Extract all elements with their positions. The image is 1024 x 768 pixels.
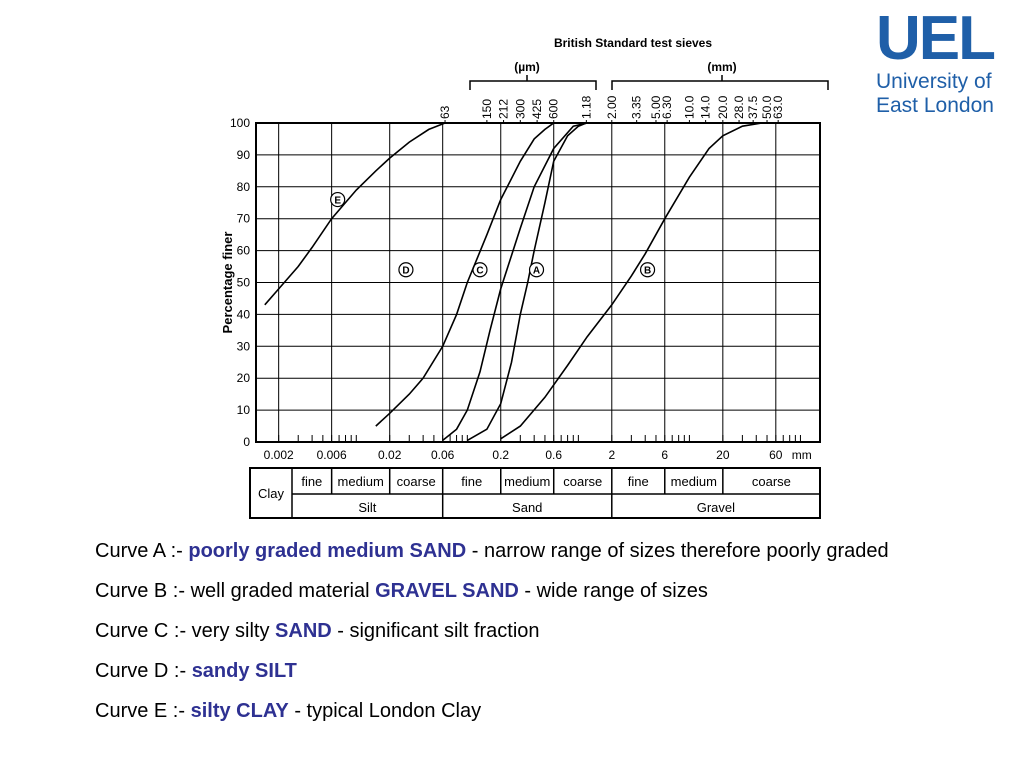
class-sub-coarse: coarse [396, 474, 436, 489]
curve-label-b: B [643, 265, 652, 277]
caption-d [95, 657, 995, 685]
y-tick-label: 90 [236, 147, 250, 162]
x-tick-label: 0.2 [492, 448, 510, 462]
curve-label-c: C [476, 265, 484, 277]
y-tick-label: 40 [236, 307, 250, 322]
class-clay: Clay [257, 486, 285, 501]
class-sub-coarse: coarse [751, 474, 791, 489]
class-group-gravel: Gravel [696, 500, 736, 515]
caption-prefix: Curve B :- well graded material [95, 580, 376, 602]
x-tick-label: 6 [661, 448, 669, 462]
curve-a [467, 123, 586, 440]
curve-captions [95, 537, 995, 737]
sieve-label: 50.0 [760, 95, 775, 119]
caption-suffix: - significant silt fraction [331, 620, 540, 642]
x-tick-label: mm [791, 448, 812, 462]
sieve-title: British Standard test sieves [553, 36, 713, 50]
sieve-um-label: (µm) [514, 60, 540, 74]
logo-line-2: East London [876, 94, 994, 117]
caption-bold: SAND [275, 620, 332, 642]
sieve-label: 2.00 [604, 95, 619, 119]
caption-bold: poorly graded medium SAND [188, 540, 467, 562]
class-group-sand: Sand [512, 500, 543, 515]
sieve-label: 37.5 [746, 95, 761, 119]
caption-prefix: Curve E :- [95, 700, 191, 722]
y-tick-label: 20 [236, 371, 250, 386]
logo-line-1: University of [876, 70, 992, 93]
class-sub-fine: fine [627, 474, 649, 489]
caption-prefix: Curve D :- [95, 660, 192, 682]
sieve-um-brace [470, 75, 596, 90]
sieve-label: 425 [530, 98, 545, 119]
sieve-label: 63.0 [771, 95, 786, 119]
sieve-label: 600 [546, 98, 561, 119]
class-sub-fine: fine [301, 474, 323, 489]
x-tick-label: 0.002 [263, 448, 294, 462]
y-tick-label: 100 [229, 116, 250, 130]
x-tick-label: 0.06 [431, 448, 455, 462]
y-tick-label: 60 [236, 243, 250, 258]
sieve-label: 28.0 [732, 95, 747, 119]
caption-bold: silty CLAY [190, 700, 289, 722]
logo-mark: UEL [876, 4, 994, 73]
y-axis-label: Percentage finer [220, 231, 235, 334]
sieve-label: 14.0 [698, 95, 713, 119]
sieve-label: 1.18 [579, 95, 594, 119]
caption-bold: GRAVEL SAND [375, 580, 519, 602]
caption-bold: sandy SILT [191, 660, 297, 682]
sieve-label: 150 [479, 98, 494, 119]
caption-e [95, 697, 995, 725]
y-tick-label: 30 [236, 339, 250, 354]
curve-label-a: A [532, 265, 541, 277]
x-tick-label: 20 [716, 448, 730, 462]
sieve-label: 3.35 [629, 95, 644, 119]
y-tick-label: 0 [243, 435, 250, 449]
x-tick-label: 0.6 [545, 448, 563, 462]
caption-prefix: Curve C :- very silty [95, 620, 276, 642]
class-sub-fine: fine [461, 474, 483, 489]
curve-label-e: E [334, 195, 342, 207]
caption-prefix: Curve A :- [95, 540, 189, 562]
x-tick-label: 60 [769, 448, 783, 462]
caption-suffix: - typical London Clay [288, 700, 482, 722]
class-sub-medium: medium [670, 474, 717, 489]
sieve-label: 63 [438, 105, 453, 119]
caption-a [95, 537, 995, 565]
x-tick-label: 2 [608, 448, 616, 462]
class-sub-coarse: coarse [563, 474, 603, 489]
sieve-label: 212 [496, 98, 511, 119]
y-tick-label: 10 [236, 403, 250, 418]
sieve-label: 10.0 [682, 95, 697, 119]
y-tick-label: 80 [236, 179, 250, 194]
x-tick-label: 0.006 [316, 448, 347, 462]
sieve-mm-brace [612, 75, 828, 90]
caption-suffix: - narrow range of sizes therefore poorly graded [466, 540, 889, 562]
sieve-mm-label: (mm) [707, 60, 737, 74]
curve-label-d: D [402, 265, 410, 277]
class-group-silt: Silt [358, 500, 377, 515]
sieve-label: 6.30 [660, 95, 675, 119]
caption-b [95, 577, 995, 605]
sieve-label: 5.00 [648, 95, 663, 119]
class-sub-medium: medium [337, 474, 384, 489]
class-sub-medium: medium [504, 474, 551, 489]
caption-c [95, 617, 995, 645]
sieve-label: 20.0 [715, 95, 730, 119]
curve-e [265, 123, 445, 305]
caption-suffix: - wide range of sizes [518, 580, 708, 602]
x-tick-label: 0.02 [378, 448, 402, 462]
y-tick-label: 50 [236, 275, 250, 290]
y-tick-label: 70 [236, 211, 250, 226]
sieve-label: 300 [513, 98, 528, 119]
uel-logo [876, 4, 1016, 118]
